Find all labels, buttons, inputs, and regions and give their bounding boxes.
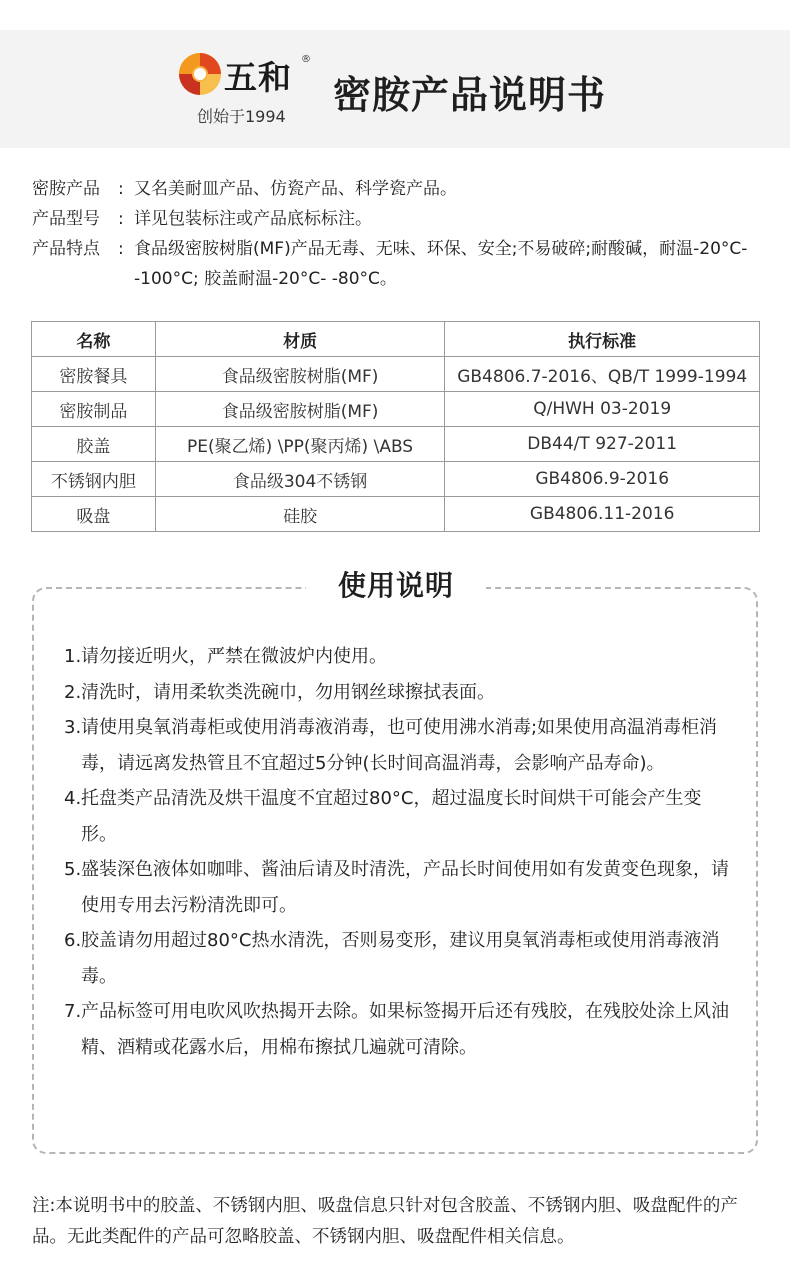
cell-standard: GB4806.9-2016 — [445, 462, 760, 497]
info-row-model — [32, 204, 772, 234]
info-value: 食品级密胺树脂(MF)产品无毒、无味、环保、安全;不易破碎;耐酸碱，耐温-20°C- -100°C; 胶盖耐温-20°C- -80°C。 — [134, 239, 748, 289]
item-text: 请勿接近明火，严禁在微波炉内使用。 — [81, 646, 387, 667]
item-text: 盛装深色液体如咖啡、酱油后请及时清洗，产品长时间使用如有发黄变色现象，请使用专用去污粉清洗即可。 — [81, 859, 729, 916]
usage-title-wrap — [306, 566, 486, 606]
item-text: 托盘类产品清洗及烘干温度不宜超过80°C，超过温度长时间烘干可能会产生变形。 — [81, 788, 702, 845]
brand-logo-icon — [178, 52, 222, 96]
column-header-material: 材质 — [155, 322, 445, 357]
list-item — [64, 994, 734, 1065]
item-number: 1. — [64, 646, 82, 667]
cell-standard: GB4806.7-2016、QB/T 1999-1994 — [445, 357, 760, 392]
footnote: 注:本说明书中的胶盖、不锈钢内胆、吸盘信息只针对包含胶盖、不锈钢内胆、吸盘配件的产品。无此类配件的产品可忽略胶盖、不锈钢内胆、吸盘配件相关信息。 — [32, 1196, 738, 1247]
item-text: 清洗时，请用柔软类洗碗巾，勿用钢丝球擦拭表面。 — [81, 681, 495, 703]
item-number: 7. — [64, 1001, 82, 1022]
item-number: 2. — [64, 681, 82, 703]
cell-name: 密胺餐具 — [32, 357, 156, 392]
table-row — [32, 427, 760, 462]
info-key: 产品型号 — [32, 209, 100, 229]
info-colon: : — [118, 209, 124, 229]
usage-list — [64, 639, 734, 1065]
info-colon: : — [118, 239, 124, 259]
table-header-row — [32, 322, 760, 357]
cell-standard: GB4806.11-2016 — [445, 497, 760, 532]
info-value: 又名美耐皿产品、仿瓷产品、科学瓷产品。 — [134, 179, 457, 199]
list-item — [64, 923, 734, 994]
item-number: 4. — [64, 788, 82, 809]
product-info — [32, 174, 772, 294]
cell-name: 吸盘 — [32, 497, 156, 532]
item-number: 5. — [64, 859, 82, 880]
cell-material: 食品级密胺树脂(MF) — [155, 357, 445, 392]
cell-name: 胶盖 — [32, 427, 156, 462]
page-title: 密胺产品说明书 — [333, 73, 607, 117]
table-row — [32, 357, 760, 392]
info-row-product — [32, 174, 772, 204]
table-row — [32, 462, 760, 497]
cell-material: 硅胶 — [155, 497, 445, 532]
item-text: 产品标签可用电吹风吹热揭开去除。如果标签揭开后还有残胶，在残胶处涂上风油精、酒精或花露水后，用棉布擦拭几遍就可清除。 — [81, 1001, 729, 1058]
cell-material: 食品级304不锈钢 — [155, 462, 445, 497]
column-header-standard: 执行标准 — [445, 322, 760, 357]
cell-name: 不锈钢内胆 — [32, 462, 156, 497]
cell-material: 食品级密胺树脂(MF) — [155, 392, 445, 427]
item-text: 请使用臭氧消毒柜或使用消毒液消毒，也可使用沸水消毒;如果使用高温消毒柜消毒，请远离发热管且不宜超过5分钟(长时间高温消毒，会影响产品寿命)。 — [81, 717, 718, 774]
list-item — [64, 675, 734, 711]
table-row — [32, 392, 760, 427]
cell-standard: DB44/T 927-2011 — [445, 427, 760, 462]
brand-name: 五和 — [224, 58, 292, 97]
info-key: 密胺产品 — [32, 179, 100, 199]
table-row — [32, 497, 760, 532]
list-item — [64, 710, 734, 781]
info-row-features — [32, 234, 772, 294]
list-item — [64, 639, 734, 675]
item-number: 3. — [64, 717, 82, 738]
list-item — [64, 781, 734, 852]
info-colon: : — [118, 179, 124, 199]
info-key: 产品特点 — [32, 239, 100, 259]
item-text: 胶盖请勿用超过80°C热水清洗，否则易变形，建议用臭氧消毒柜或使用消毒液消毒。 — [81, 930, 720, 987]
cell-name: 密胺制品 — [32, 392, 156, 427]
cell-material: PE(聚乙烯) \PP(聚丙烯) \ABS — [155, 427, 445, 462]
usage-title: 使用说明 — [337, 569, 454, 602]
item-number: 6. — [64, 930, 82, 951]
list-item — [64, 852, 734, 923]
spec-table — [31, 321, 760, 532]
info-value: 详见包装标注或产品底标标注。 — [134, 209, 372, 229]
registered-mark: ® — [301, 54, 311, 65]
cell-standard: Q/HWH 03-2019 — [445, 392, 760, 427]
brand-slogan: 创始于1994 — [197, 107, 286, 126]
column-header-name: 名称 — [32, 322, 156, 357]
